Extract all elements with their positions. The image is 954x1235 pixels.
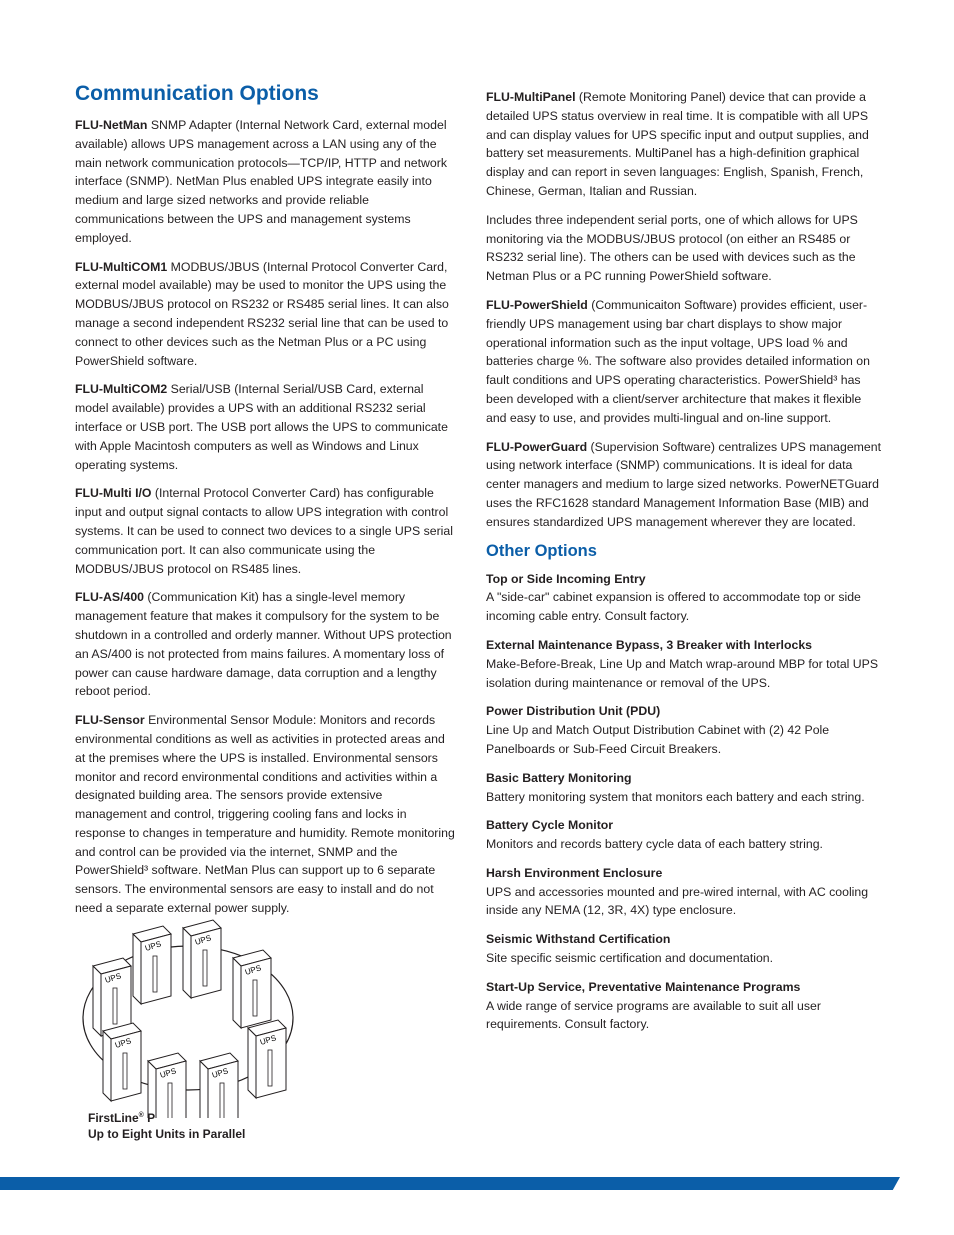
ups-units xyxy=(93,920,286,1118)
product-name: FLU-PowerGuard xyxy=(486,439,588,454)
option-title: Harsh Environment Enclosure xyxy=(486,865,663,880)
product-name: FLU-PowerShield xyxy=(486,297,588,312)
product-name: FLU-Sensor xyxy=(75,713,145,728)
paragraph-powershield xyxy=(486,296,881,428)
option-title: Start-Up Service, Preventative Maintenance Programs xyxy=(486,979,801,994)
option-title: Top or Side Incoming Entry xyxy=(486,571,646,586)
option-item xyxy=(486,636,881,692)
ups-cabinet xyxy=(133,926,171,1004)
product-name: FLU-MultiCOM2 xyxy=(75,382,168,397)
paragraph-serial-ports xyxy=(486,211,881,286)
page-title: Communication Options xyxy=(75,82,319,105)
figure-caption xyxy=(88,1108,245,1142)
product-desc: (Supervision Software) centralizes UPS management using network interface (SNMP) communications. It is ideal for data center managers and medium to large sized networks. PowerNETGuard uses the RFC1628 standard Management Information Base (MIB) and ensures standardized UPS management wherever they are located. xyxy=(486,439,882,529)
caption-brand-suffix: P xyxy=(143,1111,156,1125)
option-item xyxy=(486,702,881,758)
ups-cabinet xyxy=(233,950,271,1028)
product-desc: (Communication Kit) has a single-level memory management feature that makes it compulsory for the system to be shutdown in a controlled and orderly manner. Without UPS protection an AS/400 is not protected from mains failures. A momentary loss of power can cause hardware damage, data corruption and a lengthy reboot period. xyxy=(75,590,452,699)
option-title: External Maintenance Bypass, 3 Breaker with Interlocks xyxy=(486,637,812,652)
ups-label: UPS xyxy=(103,971,123,985)
option-title: Battery Cycle Monitor xyxy=(486,818,614,833)
option-item xyxy=(486,816,881,854)
ups-cabinet xyxy=(93,958,131,1036)
left-column xyxy=(75,116,455,928)
paragraph-netman xyxy=(75,116,455,248)
option-desc: Make-Before-Break, Line Up and Match wrap-around MBP for total UPS isolation during maintenance or removal of the UPS. xyxy=(486,656,879,690)
option-item xyxy=(486,570,881,626)
option-desc: Line Up and Match Output Distribution Cabinet with (2) 42 Pole Panelboards or Sub-Feed Circuit Breakers. xyxy=(486,723,830,756)
registered-mark: ® xyxy=(138,1112,144,1119)
product-desc: (Communicaiton Software) provides efficient, user-friendly UPS management using bar chart displays to show major operational information such as the input voltage, UPS load % and batteries charge %. The software also provides detailed information on fault conditions and UPS operating characteristics. PowerShield³ has been developed with a client/server architecture that makes it flexible and easy to use, and provides multi-lingual and on-line support. xyxy=(486,297,870,425)
caption-brand: FirstLine xyxy=(88,1111,139,1125)
product-desc: MODBUS/JBUS (Internal Protocol Converter Card, external model available) may be used to monitor the UPS using the MODBUS/JBUS protocol on RS232 or RS485 serial lines. It can also manage a second independent RS232 serial line that can be used to connect to other devices such as the Netman Plus or a PC using PowerShield software. xyxy=(75,259,449,368)
footer-bar xyxy=(0,1177,900,1190)
ups-label: UPS xyxy=(158,1066,178,1080)
product-desc: Environmental Sensor Module: Monitors and records environmental conditions as well as activities in protected areas and at the premises where the UPS is installed. Environmental sensors monitor and record environmental conditions and activities within a designated building area. The sensors provide extensive management and control, triggering cooling fans and locks in response to changes in temperature and humidity. Remote monitoring and control can be provided via the internet, SNMP and the PowerShield³ software. NetMan Plus can support up to 6 separate sensors. The environmental sensors are easy to install and do not need a separate external power supply. xyxy=(75,713,455,916)
right-column xyxy=(486,88,881,1044)
option-item xyxy=(486,864,881,920)
product-name: FLU-NetMan xyxy=(75,118,148,132)
product-name: FLU-AS/400 xyxy=(75,590,145,605)
ups-label: UPS xyxy=(193,933,213,947)
product-desc: Serial/USB (Internal Serial/USB Card, external model available) provides a UPS with an additional RS232 serial interface or USB port. The USB port allows the UPS to communicate with Apple Macintosh computers as well as Windows and Linux operating systems. xyxy=(75,382,448,472)
ups-cabinet xyxy=(183,920,221,998)
product-desc: (Internal Protocol Converter Card) has configurable input and output signal contacts to allow UPS integration with control systems. It can be used to connect two devices to a single UPS serial communication port. It can also communicate using the MODBUS/JBUS protocol on RS485 lines. xyxy=(75,486,453,576)
paragraph-sensor xyxy=(75,711,455,918)
ups-label: UPS xyxy=(143,939,163,953)
paragraph-multicom1 xyxy=(75,258,455,371)
option-desc: Battery monitoring system that monitors each battery and each string. xyxy=(486,789,865,804)
option-item xyxy=(486,978,881,1034)
option-item xyxy=(486,930,881,968)
ups-label: UPS xyxy=(243,963,263,977)
option-desc: UPS and accessories mounted and pre-wired internal, with AC cooling inside any NEMA (12, 3R, 4X) type enclosure. xyxy=(486,884,869,918)
product-desc: (Remote Monitoring Panel) device that can provide a detailed UPS status overview in real time. It is compatible with all UPS and can display values for UPS specific input and output supplies, and battery set measurements. MultiPanel has a high-definition graphical display and can report in seven languages: English, Spanish, French, Chinese, German, Italian and Russian. xyxy=(486,90,869,198)
paragraph-multi-io xyxy=(75,484,455,578)
option-desc: Monitors and records battery cycle data of each battery string. xyxy=(486,837,823,852)
ups-cabinet xyxy=(248,1020,286,1098)
ups-label: UPS xyxy=(113,1036,133,1050)
paragraph-multipanel xyxy=(486,88,881,201)
paragraph-multicom2 xyxy=(75,380,455,474)
ups-label: UPS xyxy=(210,1066,230,1080)
paragraph-powerguard xyxy=(486,438,881,532)
ups-cabinet xyxy=(103,1023,141,1101)
option-title: Power Distribution Unit (PDU) xyxy=(486,704,661,719)
product-name: FLU-Multi I/O xyxy=(75,486,152,501)
ups-label: UPS xyxy=(258,1033,278,1047)
ups-parallel-illustration xyxy=(78,918,308,1118)
product-desc: SNMP Adapter (Internal Network Card, external model available) allows UPS management across a LAN using any of the main network communication protocols—TCP/IP, HTTP and network interface (SNMP). NetMan Plus enabled UPS integrate easily into medium and large sized networks and provide reliable communications between the UPS and management systems employed. xyxy=(75,118,448,245)
option-title: Seismic Withstand Certification xyxy=(486,932,671,947)
option-item xyxy=(486,769,881,807)
option-desc: Site specific seismic certification and documentation. xyxy=(486,951,774,966)
option-title: Basic Battery Monitoring xyxy=(486,770,632,785)
product-name: FLU-MultiPanel xyxy=(486,90,576,104)
product-desc: Includes three independent serial ports, one of which allows for UPS monitoring via the MODBUS/JBUS protocol (on either an RS485 or RS232 serial line). The others can be used with devices such as the Netman Plus or a PC running PowerShield software. xyxy=(486,212,858,284)
other-options-title: Other Options xyxy=(486,541,597,560)
paragraph-as400 xyxy=(75,588,455,701)
option-desc: A wide range of service programs are available to suit all user requirements. Consult factory. xyxy=(486,998,821,1032)
option-desc: A "side-car" cabinet expansion is offered to accommodate top or side incoming cable entry. Consult factory. xyxy=(486,590,861,624)
product-name: FLU-MultiCOM1 xyxy=(75,259,168,274)
caption-subtitle: Up to Eight Units in Parallel xyxy=(88,1127,246,1141)
